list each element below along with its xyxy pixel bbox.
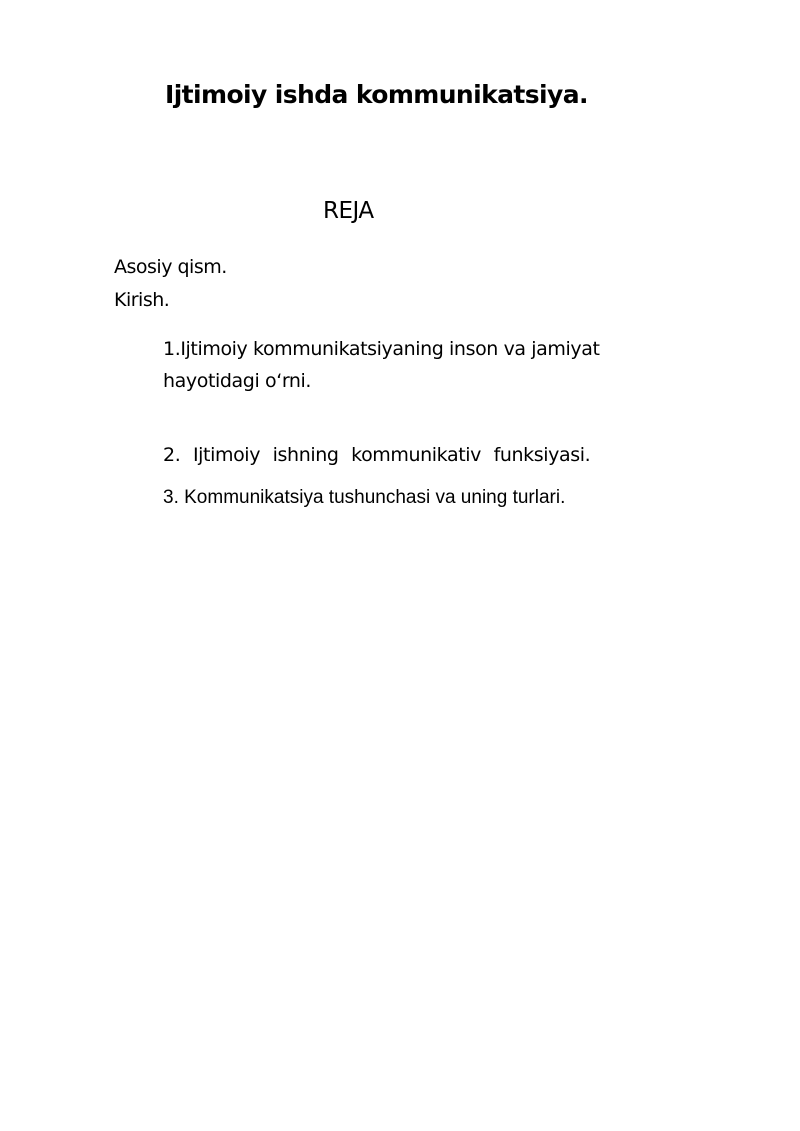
intro-line: Kirish. [114,289,170,311]
plan-item-1-line-2: hayotidagi o‘rni. [163,370,312,392]
document-title: Ijtimoiy ishda kommunikatsiya. [165,80,588,109]
plan-item-2: 2. Ijtimoiy ishning kommunikativ funksiyasi. [163,444,591,466]
plan-item-3: 3. Kommunikatsiya tushunchasi va uning turlari. [163,487,566,508]
intro-line: Asosiy qism. [114,256,227,278]
plan-heading: REJA [323,198,374,224]
plan-item-1-line-1: 1.Ijtimoiy kommunikatsiyaning inson va jamiyat [163,338,600,360]
